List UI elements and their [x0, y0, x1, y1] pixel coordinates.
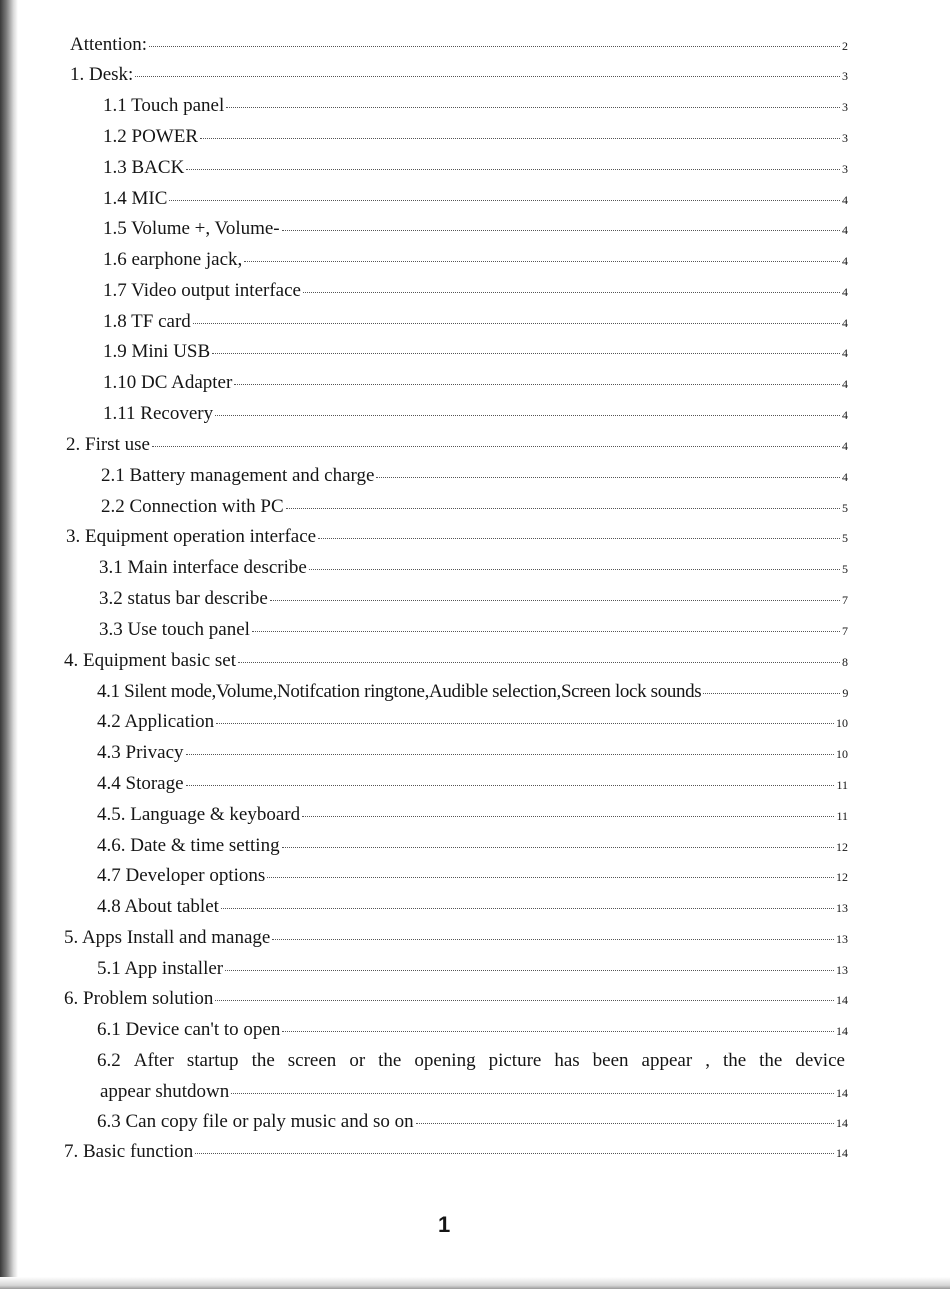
toc-entry-developer[interactable] [97, 865, 848, 888]
word: been [592, 1050, 629, 1071]
toc-entry-label: 1.3 BACK [103, 157, 185, 178]
toc-entry-touch-panel[interactable] [103, 95, 848, 118]
word: opening [414, 1050, 476, 1071]
toc-entry-page: 11 [836, 809, 848, 823]
toc-entry-page: 4 [842, 470, 848, 484]
toc-entry-page: 13 [836, 963, 848, 977]
dot-leader [231, 1093, 834, 1094]
toc-entry-label: 2.2 Connection with PC [101, 496, 284, 517]
toc-entry-device-cant-open[interactable] [97, 1019, 848, 1042]
toc-entry-mini-usb[interactable] [103, 341, 848, 364]
toc-entry-label: 1.1 Touch panel [103, 95, 225, 116]
toc-entry-first-use[interactable] [66, 434, 848, 457]
toc-entry-page: 14 [836, 993, 848, 1007]
toc-entry-power[interactable] [103, 126, 848, 149]
toc-entry-label-line1 [97, 1050, 845, 1072]
word: the [378, 1050, 402, 1071]
toc-entry-apps-install[interactable] [64, 927, 848, 950]
toc-entry-page: 8 [842, 655, 848, 669]
dot-leader [186, 754, 834, 755]
toc-entry-label: 2. First use [66, 434, 150, 455]
toc-entry-label: 1.4 MIC [103, 188, 168, 209]
toc-entry-page: 12 [836, 840, 848, 854]
toc-entry-label: 4.8 About tablet [97, 896, 219, 917]
toc-entry-page: 14 [836, 1146, 848, 1160]
dot-leader [703, 693, 840, 694]
toc-entry-label: 4.6. Date & time setting [97, 835, 280, 856]
toc-entry-dc-adapter[interactable] [103, 372, 848, 395]
toc-entry-page: 10 [836, 716, 848, 730]
dot-leader [193, 323, 840, 324]
dot-leader [282, 230, 840, 231]
toc-entry-label: 3. Equipment operation interface [66, 526, 317, 547]
toc-entry-page: 14 [836, 1086, 848, 1100]
toc-entry-startup-shutdown[interactable] [97, 1050, 848, 1104]
toc-entry-label: 6. Problem solution [64, 988, 214, 1009]
toc-entry-label: 5. Apps Install and manage [64, 927, 271, 948]
dot-leader [282, 847, 834, 848]
toc-entry-page: 3 [842, 69, 848, 83]
toc-entry-page: 13 [836, 932, 848, 946]
dot-leader [135, 76, 840, 77]
toc-entry-page: 10 [836, 747, 848, 761]
toc-entry-label: Attention: [70, 34, 148, 55]
toc-entry-app-installer[interactable] [97, 958, 848, 981]
dot-leader [215, 1000, 834, 1001]
toc-entry-label: 1.5 Volume +, Volume- [103, 218, 280, 239]
toc-entry-problem-solution[interactable] [64, 988, 848, 1011]
toc-entry-earphone-jack[interactable] [103, 249, 848, 272]
toc-entry-copy-file[interactable] [97, 1111, 848, 1134]
toc-entry-page: 13 [836, 901, 848, 915]
word: the [251, 1050, 275, 1071]
toc-entry-label: 5.1 App installer [97, 958, 224, 979]
dot-leader [149, 46, 840, 47]
toc-entry-page: 3 [842, 162, 848, 176]
toc-entry-attention[interactable] [70, 34, 848, 57]
word: picture [488, 1050, 542, 1071]
toc-entry-silent-mode[interactable] [97, 681, 848, 704]
toc-entry-label: 1.7 Video output interface [103, 280, 301, 301]
dot-leader [195, 1153, 834, 1154]
toc-entry-label: 4.4 Storage [97, 773, 184, 794]
dot-leader [272, 939, 834, 940]
toc-entry-about-tablet[interactable] [97, 896, 848, 919]
dot-leader [238, 662, 840, 663]
toc-entry-label: 4.7 Developer options [97, 865, 266, 886]
dot-leader [282, 1031, 834, 1032]
dot-leader [152, 446, 840, 447]
dot-leader [186, 785, 835, 786]
word: appear [641, 1050, 693, 1071]
toc-entry-page: 7 [842, 624, 848, 638]
toc-entry-label-line2 [100, 1081, 848, 1104]
toc-entry-page: 4 [842, 439, 848, 453]
toc-entry-touch-panel-use[interactable] [99, 619, 848, 642]
binding-edge-shadow [0, 0, 18, 1289]
dot-leader [267, 877, 834, 878]
word: the [759, 1050, 783, 1071]
toc-entry-back[interactable] [103, 157, 848, 180]
word: startup [186, 1050, 239, 1071]
word: device [795, 1050, 845, 1071]
toc-entry-page: 4 [842, 285, 848, 299]
toc-entry-label: 3.2 status bar describe [99, 588, 268, 609]
toc-entry-connection-pc[interactable] [101, 496, 848, 519]
toc-entry-video-output[interactable] [103, 280, 848, 303]
toc-entry-page: 4 [842, 193, 848, 207]
word: 6.2 [97, 1050, 121, 1071]
toc-entry-storage[interactable] [97, 773, 848, 796]
toc-entry-page: 14 [836, 1116, 848, 1130]
word: has [554, 1050, 580, 1071]
toc-entry-page: 4 [842, 254, 848, 268]
dot-leader [244, 261, 840, 262]
dot-leader [226, 107, 840, 108]
dot-leader [303, 292, 840, 293]
toc-entry-page: 14 [836, 1024, 848, 1038]
dot-leader [376, 477, 840, 478]
toc-entry-label: 1.6 earphone jack, [103, 249, 243, 270]
toc-entry-page: 2 [842, 39, 848, 53]
page-bottom-shadow [0, 1277, 950, 1289]
dot-leader [252, 631, 840, 632]
toc-entry-desk[interactable] [70, 64, 848, 87]
toc-entry-volume[interactable] [103, 218, 848, 241]
toc-entry-page: 3 [842, 131, 848, 145]
dot-leader [225, 970, 834, 971]
word: screen [287, 1050, 337, 1071]
dot-leader [216, 723, 834, 724]
toc-entry-recovery[interactable] [103, 403, 848, 426]
toc-entry-label: 4. Equipment basic set [64, 650, 237, 671]
toc-entry-page: 7 [842, 593, 848, 607]
toc-entry-application[interactable] [97, 711, 848, 734]
toc-entry-basic-set[interactable] [64, 650, 848, 673]
dot-leader [186, 169, 840, 170]
toc-entry-date-time[interactable] [97, 835, 848, 858]
toc-entry-label: 1.9 Mini USB [103, 341, 211, 362]
toc-entry-label: 4.3 Privacy [97, 742, 184, 763]
dot-leader [212, 353, 840, 354]
dot-leader [270, 600, 840, 601]
toc-entry-label: 6.3 Can copy file or paly music and so on [97, 1111, 414, 1132]
toc-entry-tf-card[interactable] [103, 311, 848, 334]
dot-leader [302, 816, 834, 817]
toc-entry-label: 4.1 Silent mode,Volume,Notifcation ringtone,Audible selection,Screen lock sounds [97, 681, 702, 702]
toc-entry-label: 4.2 Application [97, 711, 215, 732]
toc-entry-page: 4 [842, 223, 848, 237]
toc-entry-label: 3.1 Main interface describe [99, 557, 307, 578]
toc-entry-label: 1.2 POWER [103, 126, 198, 147]
dot-leader [215, 415, 840, 416]
toc-entry-language[interactable] [97, 804, 848, 827]
toc-entry-page: 4 [842, 408, 848, 422]
toc-entry-main-interface[interactable] [99, 557, 848, 580]
dot-leader [416, 1123, 834, 1124]
dot-leader [309, 569, 840, 570]
dot-leader [234, 384, 840, 385]
toc-entry-page: 12 [836, 870, 848, 884]
toc-entry-label: 4.5. Language & keyboard [97, 804, 301, 825]
word: the [722, 1050, 747, 1071]
toc-entry-page: 5 [842, 501, 848, 515]
toc-entry-mic[interactable] [103, 188, 848, 211]
toc-entry-page: 4 [842, 377, 848, 391]
toc-entry-basic-function[interactable] [64, 1141, 848, 1164]
toc-entry-label: 6.1 Device can't to open [97, 1019, 281, 1040]
toc-entry-status-bar[interactable] [99, 588, 848, 611]
toc-entry-operation-interface[interactable] [66, 526, 848, 549]
word: or [349, 1050, 366, 1071]
toc-entry-page: 4 [842, 346, 848, 360]
toc-entry-label: 1.10 DC Adapter [103, 372, 233, 393]
dot-leader [318, 538, 840, 539]
dot-leader [169, 200, 840, 201]
page-number: 1 [438, 1212, 451, 1237]
toc-entry-label: 2.1 Battery management and charge [101, 465, 375, 486]
toc-entry-label: 1. Desk: [70, 64, 134, 85]
dot-leader [221, 908, 834, 909]
toc-entry-page: 5 [842, 562, 848, 576]
word: After [133, 1050, 174, 1071]
dot-leader [200, 138, 840, 139]
toc-entry-label: 7. Basic function [64, 1141, 194, 1162]
toc-entry-label: 1.8 TF card [103, 311, 191, 332]
toc-entry-privacy[interactable] [97, 742, 848, 765]
toc-entry-label: appear shutdown [100, 1081, 230, 1102]
toc-entry-battery[interactable] [101, 465, 848, 488]
toc-entry-page: 3 [842, 100, 848, 114]
toc-entry-page: 4 [842, 316, 848, 330]
toc-entry-label: 1.11 Recovery [103, 403, 214, 424]
word: , [705, 1050, 710, 1071]
toc-entry-page: 5 [842, 531, 848, 545]
dot-leader [286, 508, 840, 509]
toc-entry-page: 9 [842, 686, 848, 700]
toc-entry-label: 3.3 Use touch panel [99, 619, 250, 640]
toc-entry-page: 11 [836, 778, 848, 792]
